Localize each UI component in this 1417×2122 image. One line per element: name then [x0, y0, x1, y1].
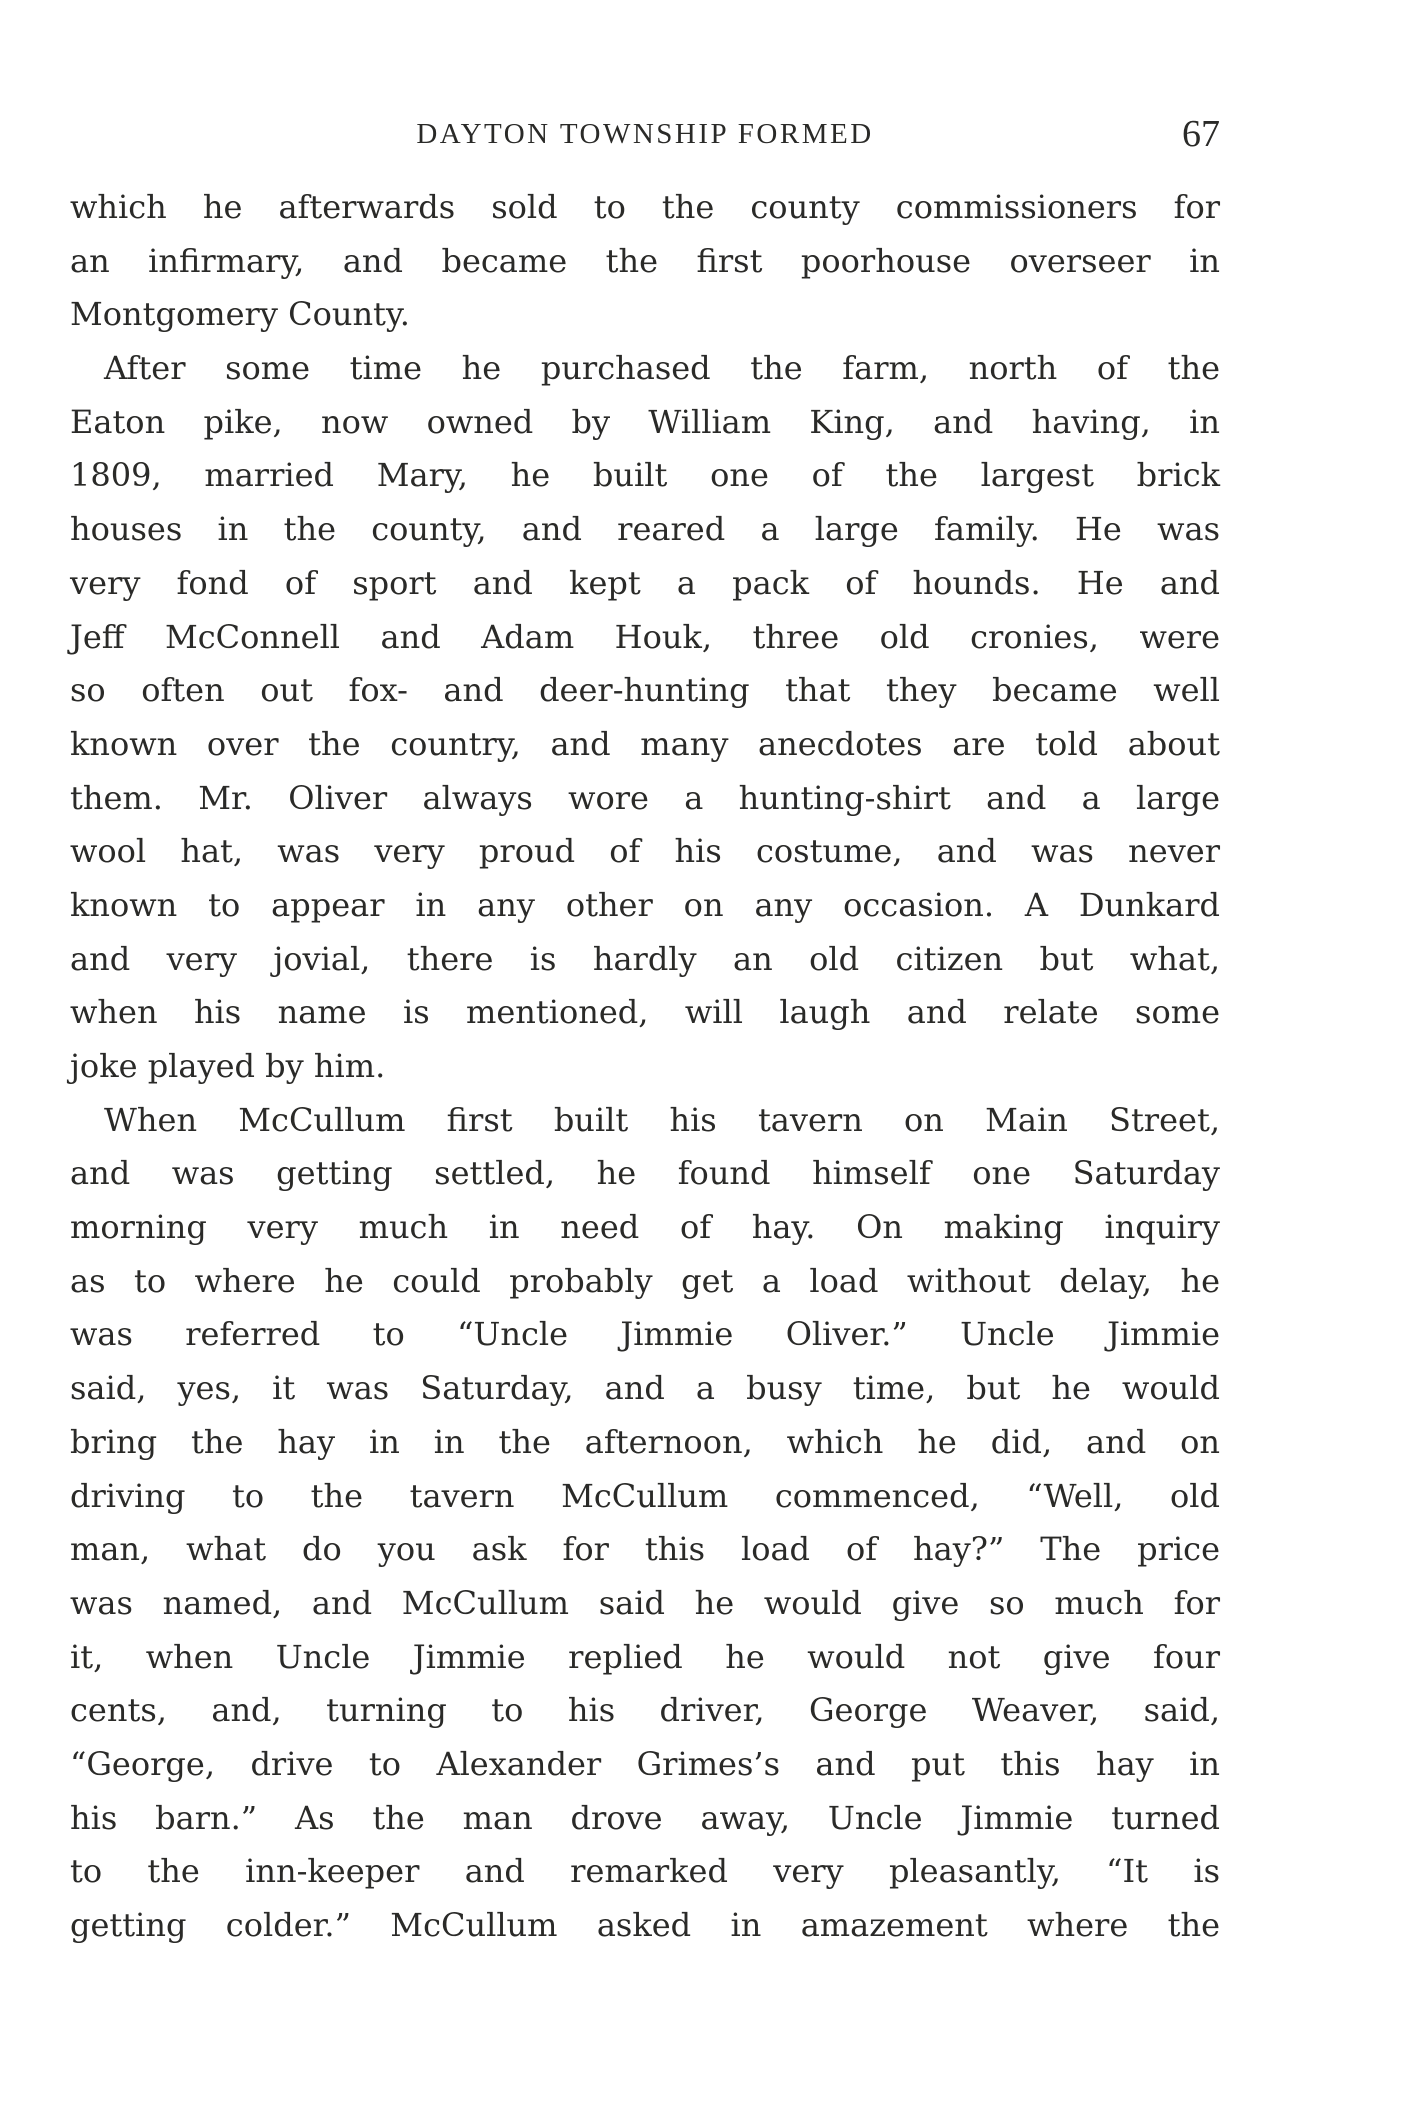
text-line: bring the hay in in the afternoon, which he did, and on	[70, 1422, 1220, 1461]
running-title: DAYTON TOWNSHIP FORMED	[416, 118, 874, 150]
text-line: as to where he could probably get a load without delay, he	[70, 1261, 1220, 1300]
body-text	[70, 181, 1220, 1953]
text-line: getting colder.” McCullum asked in amazement where the	[70, 1906, 1220, 1944]
text-line: driving to the tavern McCullum commenced, “Well, old	[70, 1476, 1220, 1515]
text-line: very fond of sport and kept a pack of hounds. He and	[70, 563, 1220, 602]
text-line: wool hat, was very proud of his costume, and was never	[70, 832, 1220, 871]
text-line: When McCullum first built his tavern on Main Street,	[104, 1100, 1220, 1139]
text-line: to the inn-keeper and remarked very pleasantly, “It is	[70, 1852, 1220, 1891]
text-line: his barn.” As the man drove away, Uncle Jimmie turned	[70, 1798, 1220, 1837]
text-line: when his name is mentioned, will laugh and relate some	[70, 993, 1220, 1032]
text-line: was referred to “Uncle Jimmie Oliver.” Uncle Jimmie	[70, 1315, 1220, 1354]
text-line: known to appear in any other on any occasion. A Dunkard	[70, 885, 1220, 924]
text-line: was named, and McCullum said he would give so much for	[70, 1583, 1220, 1622]
text-line: After some time he purchased the farm, north of the	[104, 349, 1220, 388]
text-line: an infirmary, and became the first poorhouse overseer in	[70, 241, 1220, 280]
text-line: morning very much in need of hay. On making inquiry	[70, 1208, 1220, 1247]
text-line: and was getting settled, he found himself one Saturday	[70, 1154, 1220, 1193]
text-line: 1809, married Mary, he built one of the largest brick	[70, 456, 1220, 495]
text-line: cents, and, turning to his driver, George Weaver, said,	[70, 1691, 1220, 1730]
page-number: 67	[1182, 113, 1220, 155]
text-line: and very jovial, there is hardly an old citizen but what,	[70, 939, 1220, 978]
text-line: Montgomery County.	[70, 295, 410, 334]
text-line: Eaton pike, now owned by William King, and having, in	[70, 402, 1220, 441]
text-line: them. Mr. Oliver always wore a hunting-shirt and a large	[70, 778, 1220, 817]
text-line: it, when Uncle Jimmie replied he would not give four	[70, 1637, 1220, 1676]
running-head	[70, 112, 1220, 162]
text-line: so often out fox- and deer-hunting that they became well	[70, 671, 1220, 710]
text-line: said, yes, it was Saturday, and a busy time, but he would	[70, 1369, 1220, 1408]
text-line: which he afterwards sold to the county commissioners for	[70, 188, 1220, 226]
text-line: Jeff McConnell and Adam Houk, three old cronies, were	[70, 617, 1220, 656]
text-line: man, what do you ask for this load of hay?” The price	[70, 1530, 1220, 1569]
text-line: joke played by him.	[70, 1047, 386, 1085]
text-line: houses in the county, and reared a large family. He was	[70, 510, 1220, 549]
text-line: “George, drive to Alexander Grimes’s and put this hay in	[70, 1744, 1220, 1783]
text-line: known over the country, and many anecdotes are told about	[70, 724, 1220, 763]
